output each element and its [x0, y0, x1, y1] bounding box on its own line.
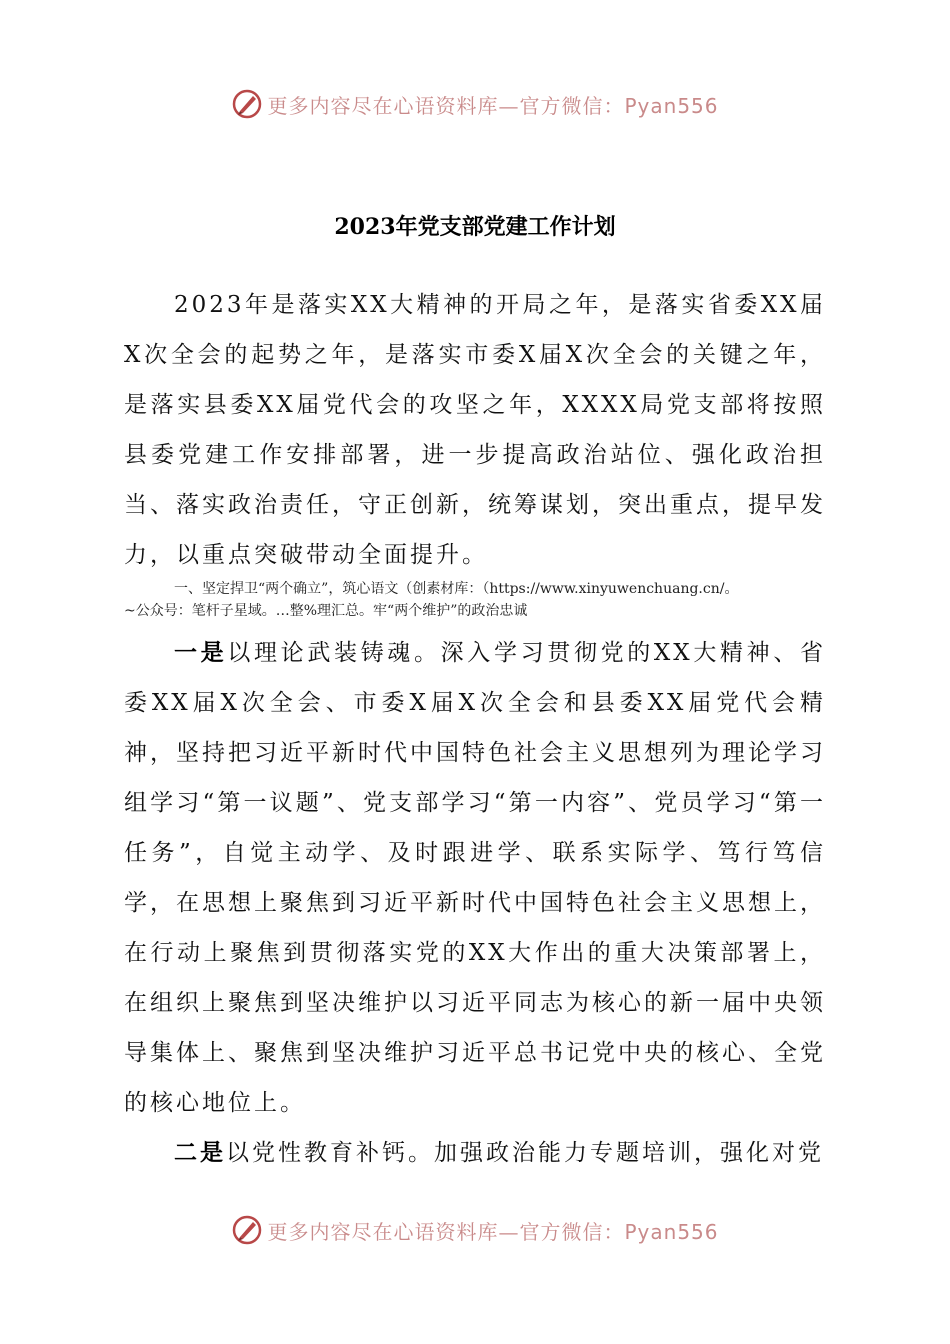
header-watermark-banner	[0, 84, 950, 124]
footer-watermark-banner	[0, 1210, 950, 1250]
pen-logo-icon	[231, 88, 263, 120]
watermark-text: 更多内容尽在心语资料库—官方微信：Pyan556	[267, 93, 719, 118]
point-one-paragraph	[124, 628, 826, 1128]
watermark-text: 更多内容尽在心语资料库—官方微信：Pyan556	[267, 1219, 719, 1244]
point-two-text: 以党性教育补钙。加强政治能力专题培训，强化对党	[226, 1140, 824, 1166]
point-two-paragraph	[124, 1128, 826, 1178]
intro-paragraph: 2023年是落实XX大精神的开局之年，是落实省委XX届X次全会的起势之年，是落实市委X届X次全会的关键之年，是落实县委XX届党代会的攻坚之年，XXXX局党支部将按照县委党建工作安排部署，进一步提高政治站位、强化政治担当、落实政治责任，守正创新，统筹谋划，突出重点，提早发力，以重点突破带动全面提升。	[124, 292, 826, 568]
watermark-handle: Pyan556	[624, 93, 719, 118]
point-one-text: 以理论武装铸魂。深入学习贯彻党的XX大精神、省委XX届X次全会、市委X届X次全会和县委XX届党代会精神，坚持把习近平新时代中国特色社会主义思想列为理论学习组学习“第一议题”、党支部学习“第一内容”、党员学习“第一任务”，自觉主动学、及时跟进学、联系实际学、笃行笃信学，在思想上聚焦到习近平新时代中国特色社会主义思想上，在行动上聚焦到贯彻落实党的XX大作出的重大决策部署上，在组织上聚焦到坚决维护以习近平同志为核心的新一届中央领导集体上、聚焦到坚决维护习近平总书记党中央的核心、全党的核心地位上。	[124, 640, 827, 1116]
section-heading-note	[124, 578, 844, 622]
document-title: 2023年党支部党建工作计划	[334, 214, 616, 240]
point-two-lead: 二是	[174, 1139, 226, 1166]
watermark-handle: Pyan556	[624, 1219, 719, 1244]
pen-logo-icon	[231, 1214, 263, 1246]
point-one-lead: 一是	[174, 639, 228, 666]
note-line-1: 一、坚定捍卫“两个确立”，筑心语文（创素材库：（https://www.xinyuwenchuang.cn/。	[174, 581, 739, 597]
note-line-2: ~公众号：笔杆子星域。…整%理汇总。牢“两个维护”的政治忠诚	[124, 603, 528, 619]
